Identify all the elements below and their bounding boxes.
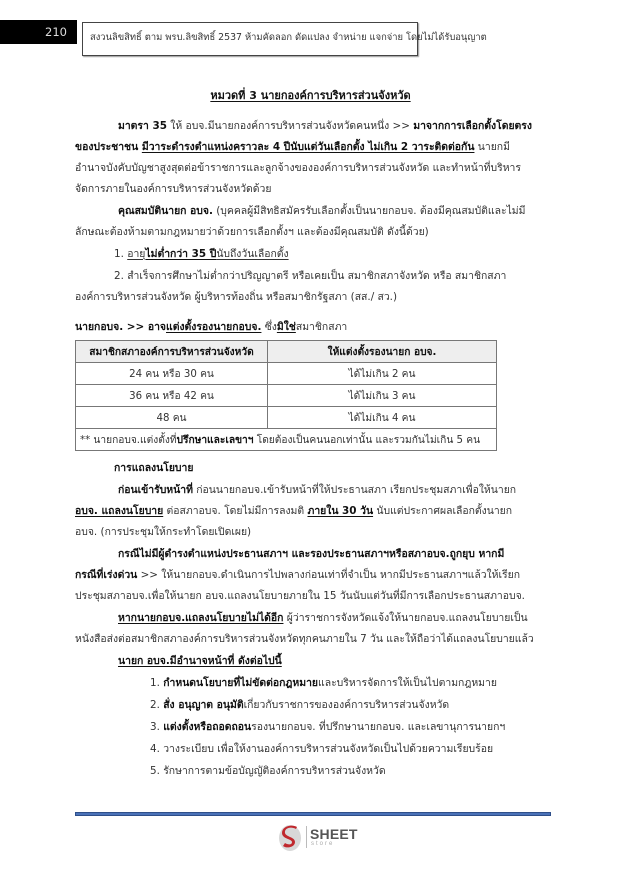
note-prefix: ** นายกอบจ.แต่งตั้งที่	[80, 434, 177, 446]
deputy-underline: แต่งตั้งรองนายกอบจ.	[166, 321, 262, 333]
table-header-row	[76, 341, 497, 363]
qualifications-text1: (บุคคลผู้มีสิทธิสมัครรับเลือกตั้งเป็นนายกอบจ. ต้องมีคุณสมบัติและไม่มี	[212, 205, 526, 217]
qualification-item-2-line2: องค์การบริหารส่วนจังหวัด ผู้บริหารท้องถิ่น หรือสมาชิกรัฐสภา (สส./ สว.)	[75, 291, 398, 303]
table-cell: 48 คน	[76, 407, 268, 429]
duty-item	[150, 763, 386, 779]
table-row	[76, 363, 497, 385]
item1-a: อายุ	[127, 248, 146, 260]
section-title	[0, 88, 621, 104]
article35-line1	[118, 118, 532, 134]
duty-number: 5.	[150, 765, 164, 777]
duty-item	[150, 741, 493, 757]
duty-text: และบริหารจัดการให้เป็นไปตามกฎหมาย	[318, 677, 497, 689]
deputy-line	[75, 319, 347, 335]
policy-p2-line3: ประชุมสภาอบจ.เพื่อให้นายก อบจ.แถลงนโยบายภายใน 15 วันนับแต่วันที่มีการเลือกประธานสภาอบจ.	[75, 590, 525, 602]
policy-p1-line1	[118, 482, 516, 498]
qualification-item-2-line1: 2. สำเร็จการศึกษาไม่ต่ำกว่าปริญญาตรี หรือเคยเป็น สมาชิกสภาจังหวัด หรือ สมาชิกสภา	[114, 270, 507, 282]
footer-divider	[75, 812, 551, 816]
deputy-text2: สมาชิกสภา	[295, 321, 348, 333]
policy-heading	[114, 460, 193, 476]
duty-bold: แต่งตั้งหรือถอดถอน	[163, 721, 252, 733]
logo-divider	[306, 826, 307, 848]
duty-item	[150, 719, 505, 735]
copyright-notice: สงวนลิขสิทธิ์ ตาม พรบ.ลิขสิทธิ์ 2537 ห้ามคัดลอก ดัดแปลง จำหน่าย แจกจ่าย โดยไม่ได้รับอนุญาต	[82, 22, 418, 56]
duties-heading	[118, 653, 282, 669]
article35-bold1: มาจากการเลือกตั้งโดยตรง	[413, 120, 532, 132]
deputy-underline2: มิใช่	[276, 321, 296, 333]
policy-p1-text2: ต่อสภาอบจ. โดยไม่มีการลงมติ	[163, 505, 308, 517]
policy-p2-bold2: กรณีที่เร่งด่วน	[75, 569, 138, 581]
table-note-row	[76, 429, 497, 451]
article35-term: มีวาระดำรงตำแหน่งคราวละ 4 ปีนับแต่วันเลือกตั้ง ไม่เกิน 2 วาระติดต่อกัน	[141, 141, 475, 153]
policy-p1-text: ก่อนนายกอบจ.เข้ารับหน้าที่ให้ประธานสภา เรียกประชุมสภาเพื่อให้นายก	[192, 484, 517, 496]
qualifications-line1	[118, 203, 526, 219]
policy-p1-text3: นับแต่ประกาศผลเลือกตั้งนายก	[373, 505, 513, 517]
table-row	[76, 385, 497, 407]
note-suffix: โดยต้องเป็นคนนอกเท่านั้น และรวมกันไม่เกิน 5 คน	[253, 434, 481, 446]
table-cell: 24 คน หรือ 30 คน	[76, 363, 268, 385]
policy-p2-bold1: กรณีไม่มีผู้ดำรงตำแหน่งประธานสภาฯ และรองประธานสภาฯหรือสภาอบจ.ถูกยุบ หากมี	[118, 548, 505, 560]
item-number: 1.	[114, 248, 128, 260]
duty-number: 4.	[150, 743, 164, 755]
table-header-cell: สมาชิกสภาองค์การบริหารส่วนจังหวัด	[76, 341, 268, 363]
duty-text: วางระเบียบ เพื่อให้งานองค์การบริหารส่วนจังหวัดเป็นไปด้วยความเรียบร้อย	[163, 743, 494, 755]
item1-c: นับถึงวันเลือกตั้ง	[216, 248, 289, 260]
article35-line3: อำนาจบังคับบัญชาสูงสุดต่อข้าราชการและลูกจ้างขององค์การบริหารส่วนจังหวัด และทำหน้าที่บริหาร	[75, 162, 521, 174]
policy-heading-text: การแถลงนโยบาย	[114, 462, 194, 474]
policy-p3-u: หากนายกอบจ.แถลงนโยบายไม่ได้อีก	[118, 612, 284, 624]
table-note	[76, 429, 497, 451]
article35-text1: ให้ อบจ.มีนายกองค์การบริหารส่วนจังหวัดคนหนึ่ง >>	[166, 120, 414, 132]
table-cell: ได้ไม่เกิน 2 คน	[268, 363, 497, 385]
duty-text: รักษาการตามข้อบัญญัติองค์การบริหารส่วนจังหวัด	[163, 765, 386, 777]
page-number: 210	[0, 20, 77, 44]
table-cell: 36 คน หรือ 42 คน	[76, 385, 268, 407]
deputy-text1: ซึ่ง	[261, 321, 277, 333]
note-bold: ปรึกษาและเลขาฯ	[176, 434, 254, 446]
article35-text2: นายกมี	[474, 141, 510, 153]
policy-p2-text: >> ให้นายกอบจ.ดำเนินการไปพลางก่อนเท่าที่จำเป็น หากมีประธานสภาฯแล้วให้เรียก	[137, 569, 520, 581]
policy-p3-text: ผู้ว่าราชการจังหวัดแจ้งให้นายกอบจ.แถลงนโยบายเป็น	[283, 612, 528, 624]
article35-line4: จัดการภายในองค์การบริหารส่วนจังหวัดด้วย	[75, 183, 272, 195]
policy-p1-line3: อบจ. (การประชุมให้กระทำโดยเปิดเผย)	[75, 526, 252, 538]
deputy-bold1: นายกอบจ. >> อาจ	[75, 321, 166, 333]
s-logo-icon	[277, 823, 305, 853]
qualifications-label: คุณสมบัตินายก อบจ.	[118, 205, 213, 217]
policy-p1-bold: ก่อนเข้ารับหน้าที่	[118, 484, 193, 496]
duty-bold: สั่ง อนุญาต อนุมัติ	[163, 699, 244, 711]
duty-item	[150, 697, 449, 713]
item1-b: ไม่ต่ำกว่า 35 ปี	[145, 248, 217, 260]
sheet-store-logo	[277, 822, 377, 854]
policy-p3-line1	[118, 610, 528, 626]
policy-p1-u2: ภายใน 30 วัน	[307, 505, 374, 517]
deputy-table	[75, 340, 497, 451]
policy-p2-line1	[118, 546, 504, 562]
logo-subtext: store	[311, 841, 335, 847]
duty-item	[150, 675, 497, 691]
article35-bold2: ของประชาชน	[75, 141, 142, 153]
article35-line2	[75, 139, 510, 155]
policy-p3-line2: หนังสือส่งต่อสมาชิกสภาองค์การบริหารส่วนจังหวัดทุกคนภายใน 7 วัน และให้ถือว่าได้แถลงนโยบายแล้ว	[75, 633, 534, 645]
table-header-cell: ให้แต่งตั้งรองนายก อบจ.	[268, 341, 497, 363]
duties-heading-text: นายก อบจ.มีอำนาจหน้าที่ ดังต่อไปนี้	[118, 655, 282, 667]
duty-text: รองนายกอบจ. ที่ปรึกษานายกอบจ. และเลขานุการนายกฯ	[251, 721, 506, 733]
table-cell: ได้ไม่เกิน 3 คน	[268, 385, 497, 407]
qualification-item-1	[114, 246, 289, 262]
table-row	[76, 407, 497, 429]
policy-p2-line2	[75, 567, 520, 583]
duty-bold: กำหนดนโยบายที่ไม่ขัดต่อกฎหมาย	[163, 677, 318, 689]
qualifications-line2: ลักษณะต้องห้ามตามกฎหมายว่าด้วยการเลือกตั้งฯ และต้องมีคุณสมบัติ ดังนี้ด้วย)	[75, 226, 429, 238]
section-title-text: หมวดที่ 3 นายกองค์การบริหารส่วนจังหวัด	[210, 89, 411, 102]
duty-number: 1.	[150, 677, 164, 689]
policy-p1-u1: อบจ. แถลงนโยบาย	[75, 505, 164, 517]
duty-number: 3.	[150, 721, 164, 733]
table-cell: ได้ไม่เกิน 4 คน	[268, 407, 497, 429]
article35-label: มาตรา 35	[118, 120, 167, 132]
logo-text: SHEET	[310, 826, 358, 842]
duty-text: เกี่ยวกับราชการขององค์การบริหารส่วนจังหวัด	[243, 699, 450, 711]
duty-number: 2.	[150, 699, 164, 711]
policy-p1-line2	[75, 503, 512, 519]
